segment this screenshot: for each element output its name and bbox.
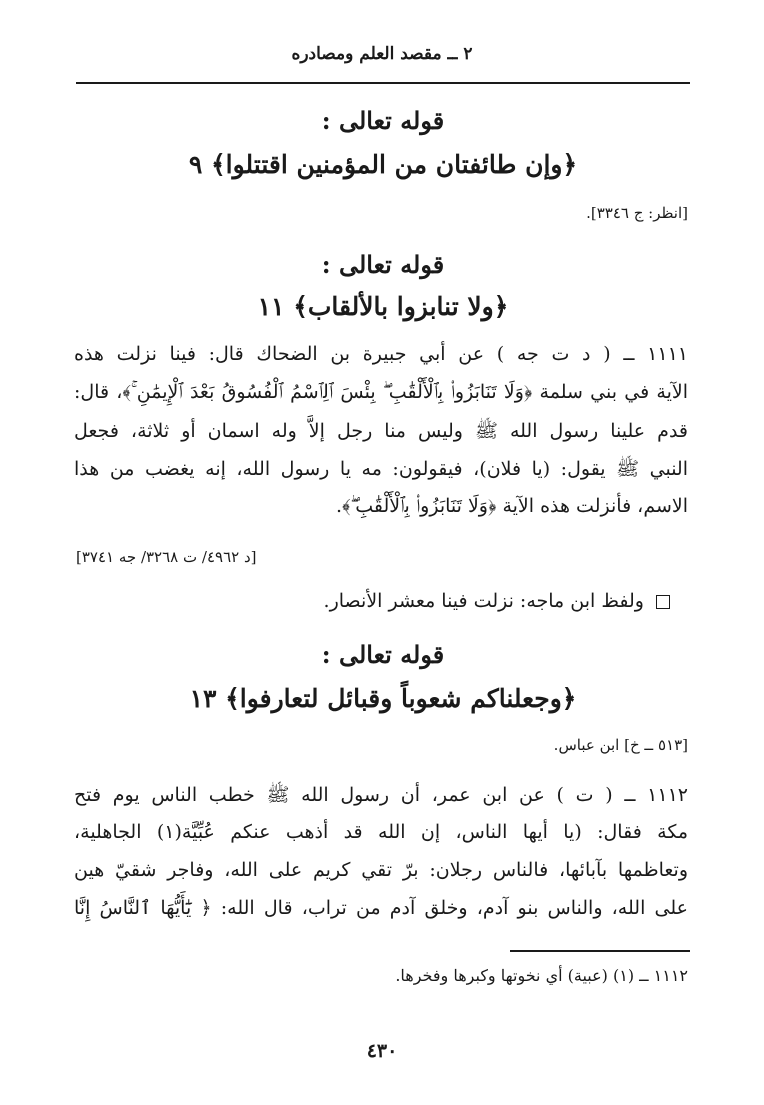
hadith-line: النبي ﷺ يقول: (يا فلان)، فيقولون: مه يا رسول الله، إنه يغضب من هذا: [74, 458, 688, 480]
running-header: ٢ ــ مقصد العلم ومصادره: [291, 44, 473, 64]
hadith-line: الاسم، فأنزلت هذه الآية ﴿وَلَا تَنَابَزُوا۟ بِٱلْأَلْقَٰبِ ۖ﴾.: [336, 495, 688, 517]
cross-reference: [انظر: ج ٣٣٤٦].: [586, 204, 688, 222]
section-heading: قوله تعالى :: [321, 250, 445, 279]
page-number: ٤٣٠: [366, 1040, 398, 1062]
hadith-line: ١١١١ ــ ( د ت جه ) عن أبي جبيرة بن الضحاك قال: فينا نزلت هذه: [74, 343, 688, 365]
ayah-verse: ﴿وجعلناكم شعوباً وقبائل لتعارفوا﴾ ١٣: [189, 684, 577, 713]
hadith-line: الآية في بني سلمة ﴿وَلَا تَنَابَزُوا۟ بِٱلْأَلْقَٰبِ ۖ بِئْسَ ٱلِٱسْمُ ٱلْفُسُوقُ بَعْدَ ٱلْإِيمَٰنِ ۚ﴾، قال:: [74, 381, 688, 403]
hadith-line: مكة فقال: (يا أيها الناس، إن الله قد أذهب عنكم عُبِّيَّة(١) الجاهلية،: [74, 821, 688, 843]
hadith-references: [76, 548, 690, 566]
ayah-verse: ﴿وإن طائفتان من المؤمنين اقتتلوا﴾ ٩: [188, 150, 578, 179]
hadith-line: وتعاظمها بآبائها، فالناس رجلان: برّ تقي كريم على الله، وفاجر شقيّ هين: [74, 859, 688, 881]
section-heading: قوله تعالى :: [321, 640, 445, 669]
header-rule: [76, 82, 690, 84]
note-text: ولفظ ابن ماجه: نزلت فينا معشر الأنصار.: [323, 590, 644, 612]
square-bullet-icon: [656, 595, 670, 609]
hadith-line: على الله، والناس بنو آدم، وخلق آدم من تراب، قال الله: ﴿ يَٰٓأَيُّهَا ٱلنَّاسُ إِنَّا: [74, 897, 688, 919]
footnote-rule: [510, 950, 690, 952]
hadith-line: قدم علينا رسول الله ﷺ وليس منا رجل إلاَّ وله اسمان أو ثلاثة، فجعل: [74, 420, 688, 442]
hadith-line: ١١١٢ ــ ( ت ) عن ابن عمر، أن رسول الله ﷺ خطب الناس يوم فتح: [74, 784, 688, 806]
section-heading: قوله تعالى :: [321, 106, 445, 135]
cross-reference: [٥١٣ ــ خ] ابن عباس.: [553, 736, 688, 754]
references-text: [د ٤٩٦٢/ ت ٣٢٦٨/ جه ٣٧٤١]: [76, 548, 257, 566]
note-line: [324, 590, 670, 612]
footnote: ١١١٢ ــ (١) (عبية) أي نخوتها وكبرها وفخرها.: [395, 966, 688, 985]
ayah-verse: ﴿ولا تنابزوا بالألقاب﴾ ١١: [257, 292, 509, 321]
